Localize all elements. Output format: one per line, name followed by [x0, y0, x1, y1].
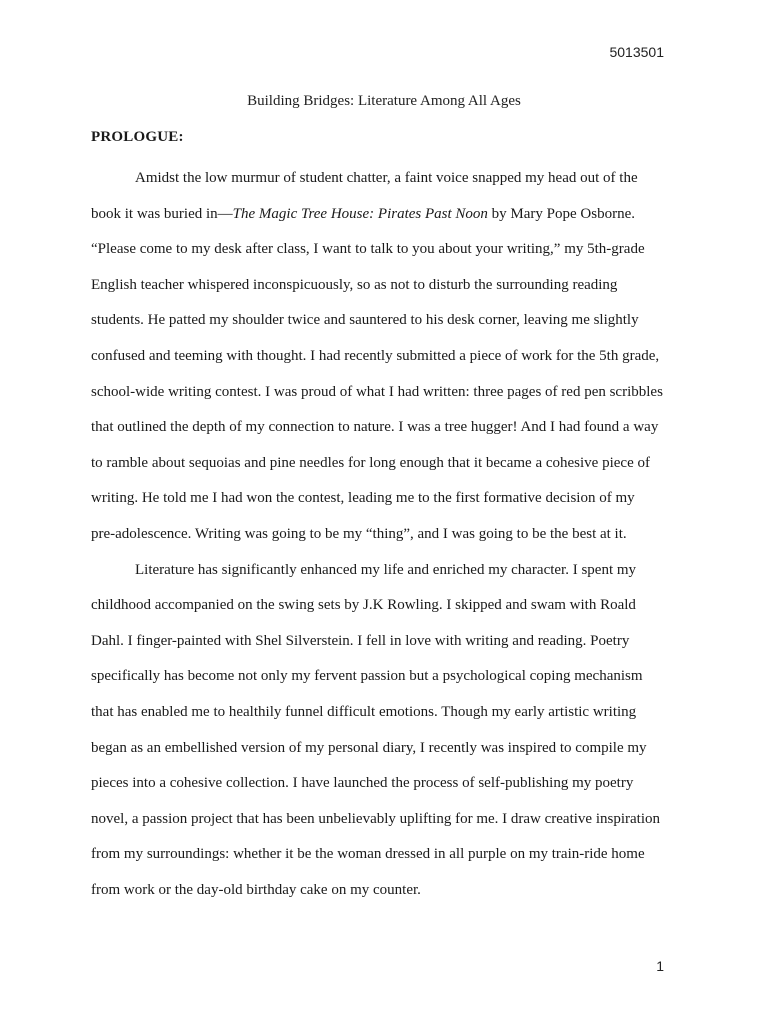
paragraph-2: [91, 553, 663, 909]
text-line: that outlined the depth of my connection to nature. I was a tree hugger! And I had found a way: [91, 419, 659, 436]
text-line: from work or the day-old birthday cake on my counter.: [91, 881, 421, 898]
document-title: Building Bridges: Literature Among All Ages: [247, 93, 521, 109]
text-line: Literature has significantly enhanced my life and enriched my character. I spent my: [135, 561, 637, 578]
text-line: “Please come to my desk after class, I want to talk to you about your writing,” my 5th-grade: [91, 241, 645, 258]
text-line: confused and teeming with thought. I had recently submitted a piece of work for the 5th grade,: [91, 347, 660, 364]
text-line: school-wide writing contest. I was proud of what I had written: three pages of red pen scribbles: [91, 383, 663, 400]
text-span: book it was buried in—: [91, 205, 233, 222]
page-number: 1: [656, 958, 664, 974]
text-line: Amidst the low murmur of student chatter, a faint voice snapped my head out of the: [135, 170, 638, 186]
text-line: writing. He told me I had won the contest, leading me to the first formative decision of my: [91, 490, 635, 507]
text-line: from my surroundings: whether it be the woman dressed in all purple on my train-ride home: [91, 846, 645, 863]
text-line: to ramble about sequoias and pine needles for long enough that it became a cohesive piece of: [91, 454, 650, 471]
text-line: that has enabled me to healthily funnel difficult emotions. Though my early artistic writing: [91, 703, 637, 720]
section-heading: PROLOGUE:: [91, 129, 184, 145]
body-text: [91, 161, 663, 908]
text-line: students. He patted my shoulder twice and sauntered to his desk corner, leaving me slightly: [91, 312, 639, 329]
text-line: began as an embellished version of my personal diary, I recently was inspired to compile my: [91, 739, 647, 756]
text-line: English teacher whispered inconspicuously, so as not to disturb the surrounding reading: [91, 276, 618, 293]
book-title: The Magic Tree House: Pirates Past Noon: [232, 205, 488, 222]
text-line: specifically has become not only my fervent passion but a psychological coping mechanism: [91, 668, 643, 685]
text-line: pieces into a cohesive collection. I have launched the process of self-publishing my poetry: [91, 775, 634, 792]
book-author: by Mary Pope Osborne.: [487, 205, 635, 222]
text-line: novel, a passion project that has been unbelievably uplifting for me. I draw creative inspiration: [91, 810, 660, 827]
text-line: childhood accompanied on the swing sets by J.K Rowling. I skipped and swam with Roald: [91, 597, 636, 614]
text-line: Dahl. I finger-painted with Shel Silverstein. I fell in love with writing and reading. Poetry: [91, 632, 630, 649]
document-id: 5013501: [609, 44, 664, 60]
text-line: [91, 197, 663, 233]
text-line: pre-adolescence. Writing was going to be my “thing”, and I was going to be the best at it.: [91, 525, 627, 542]
paragraph-1: [91, 161, 663, 553]
